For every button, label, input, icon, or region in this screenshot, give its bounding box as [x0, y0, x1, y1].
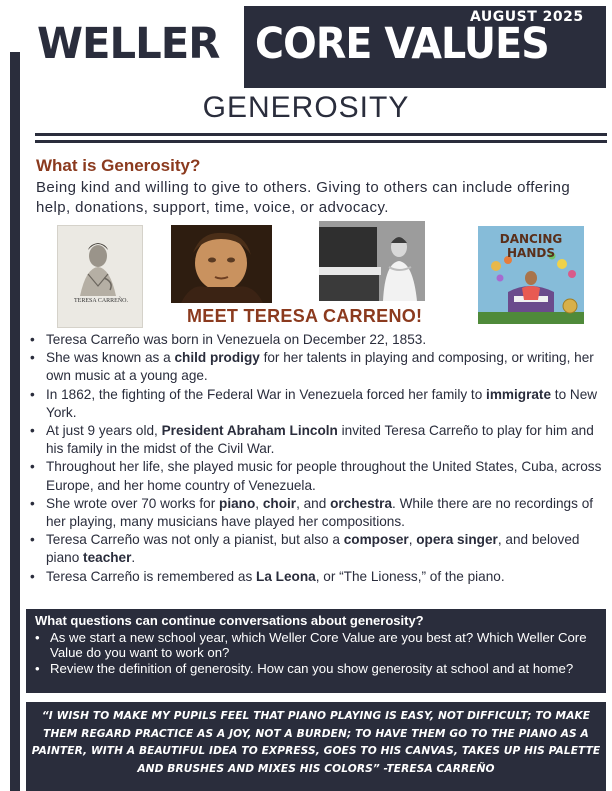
- fact-emphasis: child prodigy: [174, 350, 260, 366]
- fact-text: .: [131, 550, 136, 566]
- fact-text: Teresa Carreño is remembered as: [46, 568, 257, 584]
- fact-emphasis: President Abraham Lincoln: [161, 423, 338, 439]
- question-item: • As we start a new school year, which Weller Core Value are you best at? Which Weller Core Value do you want to work on?: [32, 630, 597, 661]
- quote-text: “I WISH TO MAKE MY PUPILS FEEL THAT PIANO PLAYING IS EASY, NOT DIFFICULT; TO MAKE THEM REGARD PRACTICE AS A JOY, NOT A BURDEN; TO HAVE THEM GO TO THE PIANO AS A PAINTER, WITH A BEAUTIFUL IDEA TO EXPRESS, GOES TO HIS CANVAS, TAKES UP HIS PALETTE AND BRUSHES AND MIXES HIS COLORS” -TERESA CARREÑO: [31, 710, 601, 775]
- left-accent-bar: [10, 52, 20, 791]
- fact-text: She was known as a: [46, 350, 175, 366]
- fact-emphasis: teacher: [83, 550, 132, 566]
- book-title: DANCING HANDS: [499, 232, 563, 260]
- questions-list: [32, 630, 597, 676]
- fact-text: Throughout her life, she played music for people throughout the United States, Cuba, across Europe, and her home country of Venezuela.: [46, 459, 602, 493]
- fact-text: ,: [255, 495, 263, 511]
- section-title: MEET TERESA CARRENO!: [187, 306, 423, 326]
- fact-emphasis: composer: [343, 532, 409, 548]
- fact-item: [26, 458, 606, 494]
- fact-text: At just 9 years old,: [46, 423, 162, 439]
- title-weller: WELLER: [37, 19, 220, 69]
- fact-emphasis: choir: [262, 495, 297, 511]
- questions-heading: What questions can continue conversations about generosity?: [35, 613, 424, 628]
- definition-text: Being kind and willing to give to others. Giving to others can include offering help, donations, support, time, voice, or advocacy.: [36, 179, 571, 216]
- definition-heading: What is Generosity?: [36, 156, 201, 175]
- child-at-piano-image: [319, 221, 425, 301]
- fact-text: Teresa Carreño was not only a pianist, but also a: [46, 532, 344, 548]
- fact-item: [26, 331, 606, 349]
- fact-emphasis: orchestra: [330, 495, 393, 511]
- fact-emphasis: opera singer: [416, 532, 498, 548]
- portrait-caption: TERESA CARREÑO.: [73, 298, 128, 304]
- fact-item: [26, 386, 606, 422]
- fact-item: [26, 422, 606, 458]
- fact-text: , and beloved piano: [46, 532, 580, 566]
- questions-box: [26, 609, 606, 693]
- fact-item: [26, 568, 606, 586]
- fact-emphasis: La Leona: [256, 568, 316, 584]
- fact-text: , and: [296, 495, 331, 511]
- fact-item: [26, 495, 606, 531]
- divider-top: [35, 133, 607, 136]
- fact-emphasis: piano: [219, 495, 256, 511]
- divider-bottom: [35, 140, 607, 143]
- fact-text: . While there are no recordings of her playing, many musicians have played her compositions.: [46, 495, 594, 530]
- fact-item: [26, 531, 606, 567]
- portrait-engraving-image: [57, 225, 143, 328]
- fact-text: In 1862, the fighting of the Federal War in Venezuela forced her family to: [46, 386, 487, 402]
- fact-text: ,: [408, 532, 417, 548]
- portrait-photo-image: [171, 225, 272, 303]
- fact-text: to New York.: [46, 386, 598, 420]
- book-cover-image: [478, 226, 584, 324]
- fact-text: She wrote over 70 works for: [46, 495, 220, 511]
- question-item: • Review the definition of generosity. How can you show generosity at school and at home?: [32, 661, 597, 676]
- title-core-values: CORE VALUES: [255, 19, 549, 69]
- fact-text: invited Teresa Carreño to play for him and his family in the midst of the Civil War.: [46, 423, 594, 457]
- fact-text: , or “The Lioness,” of the piano.: [315, 568, 505, 584]
- fact-emphasis: immigrate: [486, 386, 552, 402]
- fact-item: [26, 349, 606, 385]
- value-subtitle: GENEROSITY: [202, 91, 410, 124]
- fact-text: Teresa Carreño was born in Venezuela on December 22, 1853.: [46, 332, 427, 347]
- facts-list: [26, 331, 606, 586]
- issue-month: AUGUST 2025: [470, 9, 584, 25]
- fact-text: for her talents in playing and composing, or writing, her own music at a young age.: [46, 350, 594, 384]
